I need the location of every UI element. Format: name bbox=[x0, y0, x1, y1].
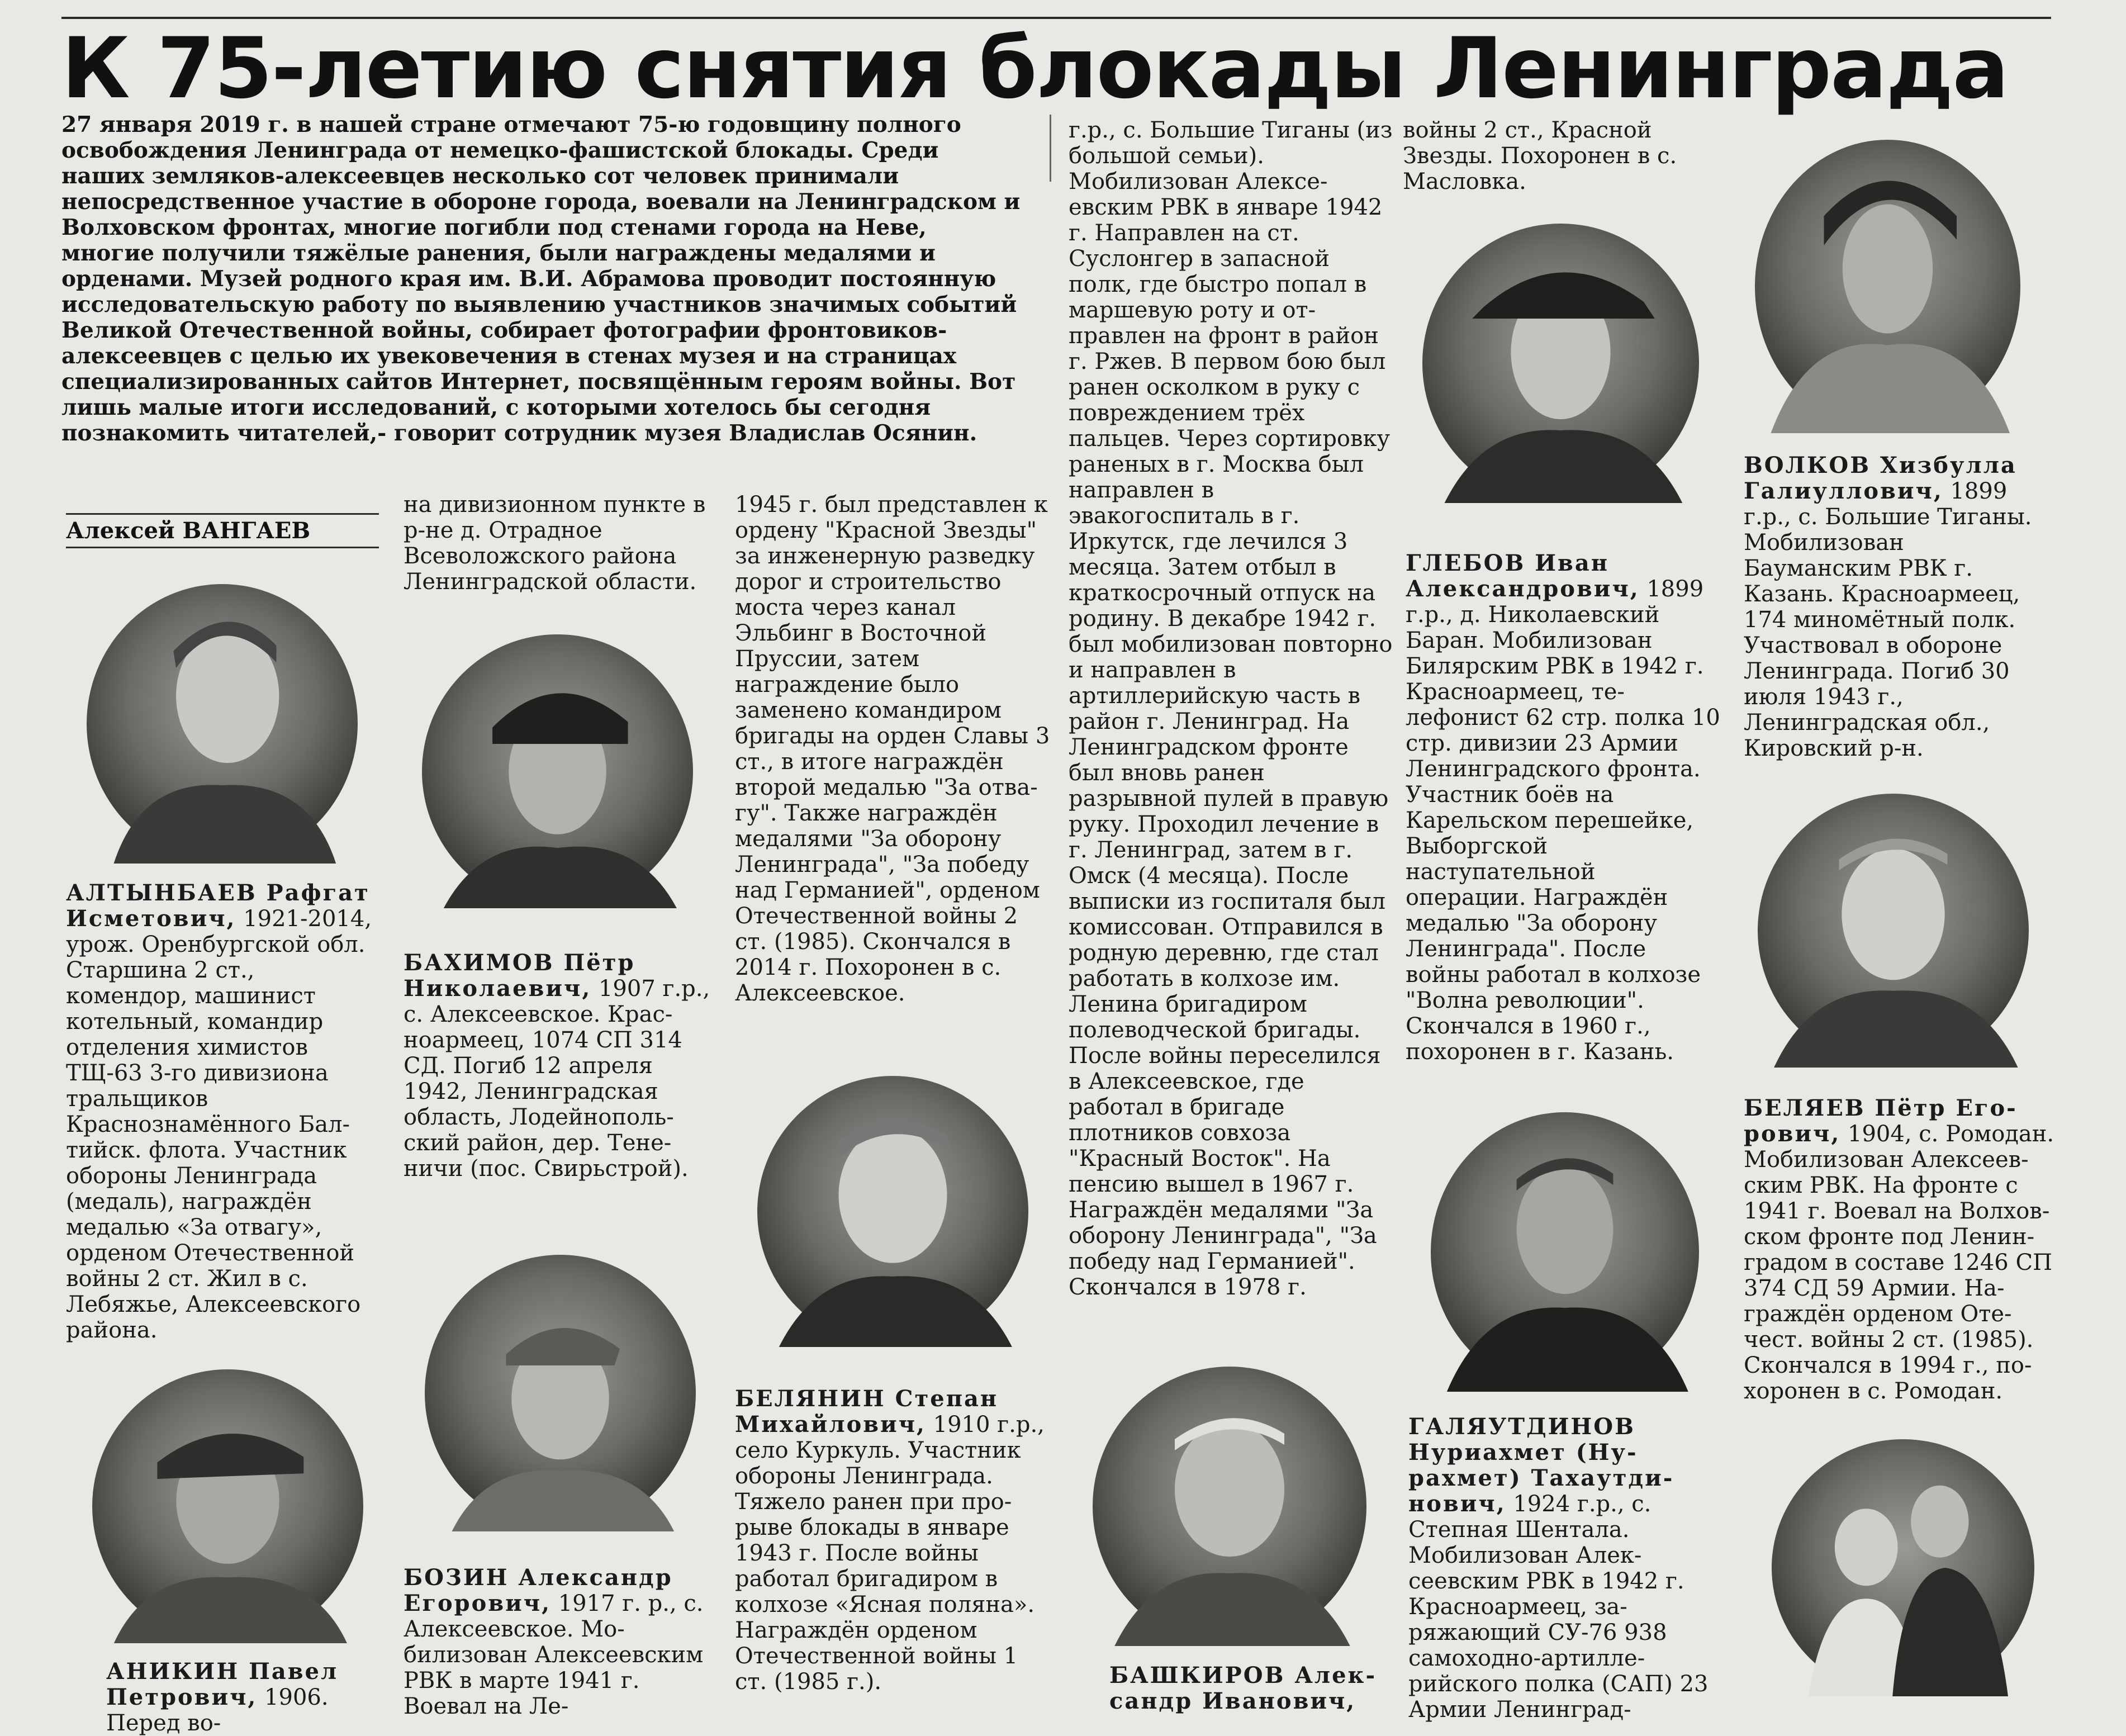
portrait-bashkirov bbox=[1093, 1367, 1366, 1646]
portrait-galyautdinov bbox=[1431, 1112, 1699, 1392]
top-rule bbox=[61, 17, 2051, 19]
name-galyautdinov: ГАЛЯУТДИНОВ Нуриахмет (Нурахмет) Тахаутдинович, bbox=[1408, 1414, 1673, 1517]
text-anikin: 1906. Перед во- bbox=[106, 1685, 329, 1736]
name-bakhimov: БАХИМОВ Пётр Николаевич, bbox=[404, 950, 635, 1002]
entry-bakhimov bbox=[404, 950, 716, 1190]
entry-bashkirov bbox=[1109, 1662, 1394, 1714]
byline-rule-bottom bbox=[66, 547, 379, 548]
name-altynbaev: АЛТЫНБАЕВ Рафгат Исметович, bbox=[66, 880, 370, 932]
text-belyaev: 1904, с. Ромодан. Мобилизован Алексеевским РВК. На фронте с 1941 г. Воевал на Волховском фронте под Ленинградом в составе 1246 СП 374 СД 59 Армии. Награждён орденом Отечест. войны 2 ст. (1985). Скончался в 1994 г., похоронен в с. Ромодан. bbox=[1744, 1121, 2054, 1404]
name-bozin: БОЗИН Александр Егорович, bbox=[404, 1564, 673, 1616]
name-anikin: АНИКИН Павел Петрович, bbox=[106, 1658, 339, 1710]
entry-altynbaev bbox=[66, 880, 382, 1344]
continuation-bakhimov: на дивизионном пункте в р-не д. Отрадное Всеволожского района Ленинградской области. bbox=[404, 492, 706, 595]
text-bakhimov: 1907 г.р., с. Алексеевское. Красноармеец, 1074 СП 314 СД. Погиб 12 апреля 1942, Ленинградская область, Лодейнопольский район, дер. Тененичи (пос. Свирьстрой). bbox=[404, 976, 710, 1182]
name-belyanin: БЕЛЯНИН Степан Михайлович, bbox=[735, 1386, 999, 1438]
portrait-couple bbox=[1772, 1439, 2034, 1696]
portrait-glebov bbox=[1422, 224, 1699, 503]
byline: Алексей ВАНГАЕВ bbox=[66, 518, 311, 544]
lead-paragraph: 27 января 2019 г. в нашей стране отмечают 75-ю годовщину полного освобождения Ленинграда от немецко-фашистской блокады. Среди наших земляков-алексеевцев несколько сот человек принимали непосредственное участие в обороне города, воевали на Ленинградском и Волховском фронтах, многие погибли под стенами города на Неве, многие получили тяжёлые ранения, были награждены медалями и орденами. Музей родного края им. В.И. Абрамова проводит постоянную исследовательскую работу по выявлению участников значимых событий Великой Отечественной войны, собирает фотографии фронтовиков-алексеевцев с целью их увековечения в стенах музея и на страницах специализированных сайтов Интернет, посвящённым героям войны. Вот лишь малые итоги исследований, с которыми хотелось бы сегодня познакомить читателей,- говорит сотрудник музея Владислав Осянин. bbox=[61, 112, 1021, 446]
entry-anikin bbox=[106, 1658, 383, 1736]
headline: К 75-летию снятия блокады Ленинграда bbox=[61, 20, 2008, 117]
text-bozin: 1917 г. р., с. Алексеевское. Мобилизован Алексеевским РВК в марте 1941 г. Воевал на Ле- bbox=[404, 1591, 704, 1719]
name-glebov: ГЛЕБОВ Иван Александрович, bbox=[1406, 550, 1640, 602]
entry-glebov bbox=[1406, 551, 1721, 1087]
entry-bozin bbox=[404, 1564, 716, 1719]
entry-col5-top: войны 2 ст., Красной Звезды. Похоронен в с. Масловка. bbox=[1403, 117, 1677, 195]
byline-rule-top bbox=[66, 513, 379, 515]
text-altynbaev: 1921-2014, урож. Оренбургской обл. Старшина 2 ст., комендор, машинист котельный, командир отделения химистов ТЩ-63 3-го дивизиона тральщиков Краснознамённого Балтийск. флота. Участник обороны Ленинграда (медаль), награждён медалью «За отвагу», орденом Отечественной войны 2 ст. Жил в с. Лебяжье, Алексеевского района. bbox=[66, 906, 372, 1343]
portrait-altynbaev bbox=[87, 584, 358, 864]
name-belyaev: БЕЛЯЕВ Пётр Егорович, bbox=[1744, 1095, 2016, 1147]
entry-col3-continuation: 1945 г. был представлен к ордену "Красной Звезды" за инженерную разведку дорог и строительство моста через канал Эльбинг в Восточной Пруссии, затем награждение было заменено командиром бригады на орден Славы 3 ст., в итоге награждён второй медалью "За отвагу". Также награждён медалями "За оборону Ленинграда", "За победу над Германией", орденом Отечественной войны 2 ст. (1985). Скончался в 2014 г. Похоронен в с. Алексеевское. bbox=[735, 492, 1050, 1006]
entry-col4-continuation: г.р., с. Большие Тиганы (из большой семьи). Мобилизован Алексеевским РВК в январе 1942 г. Направлен на ст. Суслонгер в запасной полк, где быстро попал в маршевую роту и отправлен на фронт в район г. Ржев. В первом бою был ранен осколком в руку с повреждением трёх пальцев. Через сортировку раненых в г. Москва был направлен в эвакогоспиталь в г. Иркутск, где лечился 3 месяца. Затем отбыл в краткосрочный отпуск на родину. В декабре 1942 г. был мобилизован повторно и направлен в артиллерийскую часть в район г. Ленинград. На Ленинградском фронте был вновь ранен разрывной пулей в правую руку. Проходил лечение в г. Ленинград, затем в г. Омск (4 месяца). После выписки из госпиталя был комиссован. Отправился в родную деревню, где стал работать в колхозе им. Ленина бригадиром полеводческой бригады. После войны переселился в Алексеевское, где работал в бригаде плотников совхоза "Красный Восток". На пенсию вышел в 1967 г. Награждён медалями "За оборону Ленинграда", "За победу над Германией". Скончался в 1978 г. bbox=[1069, 117, 1393, 1300]
column-rule-top bbox=[1050, 115, 1051, 182]
portrait-belyanin bbox=[757, 1076, 1028, 1347]
portrait-belyaev bbox=[1758, 794, 2029, 1068]
portrait-bozin bbox=[425, 1255, 696, 1531]
text-volkov: 1899 г.р., с. Большие Тиганы. Мобилизован Бауманским РВК г. Казань. Красноармеец, 174 миномётный полк. Участвовал в обороне Ленинграда. Погиб 30 июля 1943 г., Ленинградская обл., Кировский р-н. bbox=[1744, 478, 2032, 761]
text-glebov: 1899 г.р., д. Николаевский Баран. Мобилизован Билярским РВК в 1942 г. Красноармеец, телефонист 62 стр. полка 10 стр. дивизии 23 Армии Ленинградского фронта. Участник боёв на Карельском перешейке, Выборгской наступательной операции. Награждён медалью "За оборону Ленинграда". После войны работал в колхозе "Волна революции". Скончался в 1960 г., похоронен в г. Казань. bbox=[1406, 576, 1720, 1065]
entry-belyanin bbox=[735, 1386, 1056, 1702]
name-bashkirov: БАШКИРОВ Александр Иванович, bbox=[1109, 1662, 1375, 1714]
text-belyanin: 1910 г.р., село Куркуль. Участник обороны Ленинграда. Тяжело ранен при прорыве блокады в январе 1943 г. После войны работал бригадиром в колхозе «Ясная поляна». Награждён орденом Отечественной войны 1 ст. (1985 г.). bbox=[735, 1412, 1045, 1695]
entry-belyaev bbox=[1744, 1095, 2057, 1408]
portrait-volkov bbox=[1755, 140, 2020, 433]
text-galyautdinov: 1924 г.р., с. Степная Шентала. Мобилизован Алексеевским РВК в 1942 г. Красноармеец, заряжающий СУ-76 938 самоходно-артиллерийского полка (САП) 23 Армии Ленинград- bbox=[1408, 1491, 1709, 1723]
entry-volkov bbox=[1744, 453, 2057, 788]
portrait-bakhimov bbox=[422, 634, 693, 908]
entry-galyautdinov bbox=[1408, 1414, 1721, 1723]
name-volkov: ВОЛКОВ Хизбулла Галиуллович, bbox=[1744, 452, 2017, 504]
portrait-anikin bbox=[92, 1369, 363, 1643]
